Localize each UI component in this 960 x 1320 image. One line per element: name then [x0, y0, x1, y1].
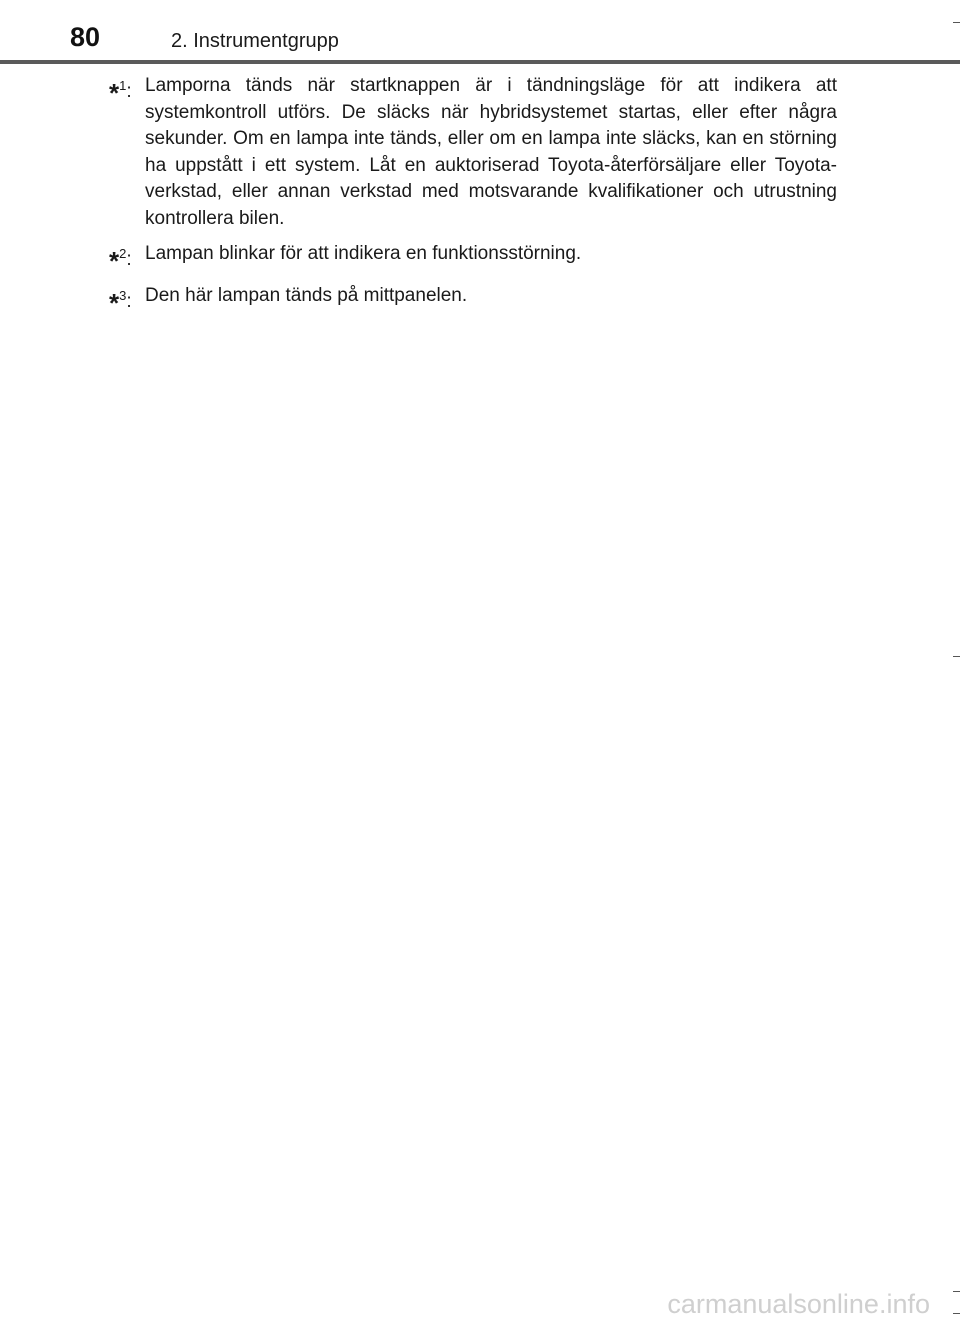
footnote-text: Den här lampan tänds på mittpanelen.	[145, 285, 468, 306]
page-number: 80	[70, 22, 101, 52]
header-divider	[0, 60, 960, 64]
watermark: carmanualsonline.info	[667, 1289, 930, 1319]
footnote-marker	[109, 73, 145, 106]
footnote-separator: :	[126, 81, 132, 102]
crop-mark-middle	[953, 656, 960, 657]
asterisk: *	[109, 288, 120, 318]
footnote-3	[109, 283, 837, 316]
footnote-2	[109, 241, 837, 274]
footnotes	[109, 73, 837, 325]
crop-mark-bottom-lower	[953, 1313, 960, 1314]
footnote-index: 2	[119, 246, 127, 261]
asterisk: *	[109, 78, 120, 108]
section-title: 2. Instrumentgrupp	[171, 30, 339, 52]
asterisk: *	[109, 246, 120, 276]
footnote-separator: :	[126, 249, 132, 270]
footnote-1	[109, 73, 837, 232]
footnote-index: 3	[119, 288, 127, 303]
footnote-text: Lampan blinkar för att indikera en funktionsstörning.	[145, 243, 582, 264]
crop-mark-bottom-upper	[953, 1291, 960, 1292]
footnote-text: Lamporna tänds när startknappen är i tändningsläge för att indikera att systemkontroll utförs. De släcks när hybridsystemet startas, eller efter några sekunder. Om en lampa inte tänds, eller om en lampa inte släcks, kan en störning ha uppstått i ett system. Låt en auktoriserad Toyota-återförsäljare eller Toyota-verkstad, eller annan verkstad med motsvarande kvalifikationer och utrustning kontrollera bilen.	[145, 75, 837, 229]
crop-mark-top	[953, 22, 960, 23]
footnote-marker	[109, 283, 145, 316]
footnote-index: 1	[119, 78, 127, 93]
footnote-marker	[109, 241, 145, 274]
page-header	[0, 0, 960, 64]
footnote-separator: :	[126, 291, 132, 312]
